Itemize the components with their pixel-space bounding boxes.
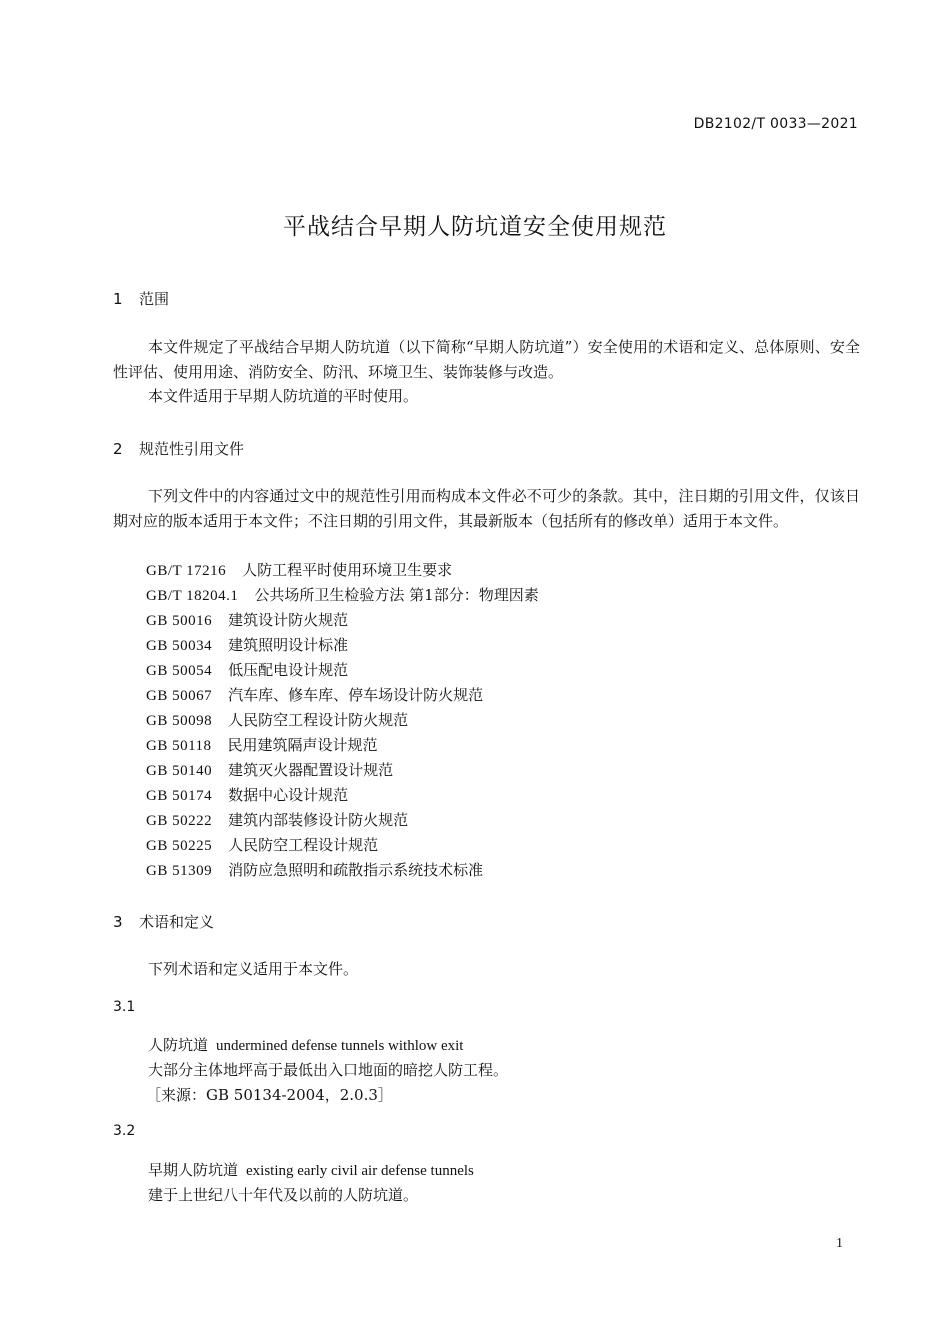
- reference-title: 建筑内部装修设计防火规范: [228, 811, 409, 829]
- reference-title: 民用建筑隔声设计规范: [227, 736, 378, 754]
- reference-code: GB 50016: [146, 613, 213, 629]
- term-definition: 建于上世纪八十年代及以前的人防坑道。: [148, 1186, 419, 1204]
- scope-paragraph-2: 本文件适用于早期人防坑道的平时使用。: [148, 387, 419, 405]
- reference-code: GB 50118: [146, 738, 212, 754]
- reference-code: GB 50034: [146, 638, 213, 654]
- reference-code: GB 50054: [146, 663, 213, 679]
- section-title: 范围: [139, 290, 170, 308]
- reference-title: 汽车库、修车库、停车场设计防火规范: [228, 686, 484, 704]
- section-number: 2: [113, 440, 123, 458]
- clause-number: 3.1: [113, 999, 136, 1015]
- reference-item: [146, 734, 378, 755]
- section-number: 3: [113, 913, 123, 931]
- reference-item: [146, 809, 408, 830]
- terms-intro: 下列术语和定义适用于本文件。: [148, 960, 359, 978]
- reference-title: 建筑照明设计标准: [228, 636, 349, 654]
- term-source: ［来源：GB 50134-2004，2.0.3］: [146, 1086, 393, 1104]
- reference-item: [146, 684, 483, 705]
- reference-code: GB 50222: [146, 813, 213, 829]
- term-entry: [148, 1034, 463, 1055]
- reference-code: GB 51309: [146, 863, 213, 879]
- reference-item: [146, 834, 378, 855]
- reference-code: GB/T 18204.1: [146, 588, 239, 604]
- reference-item: [146, 709, 408, 730]
- reference-title: 人防工程平时使用环境卫生要求: [242, 561, 453, 579]
- reference-item: [146, 759, 393, 780]
- section-heading-terms: [113, 911, 214, 932]
- reference-item: [146, 659, 348, 680]
- reference-item: [146, 584, 539, 605]
- section-heading-scope: [113, 288, 169, 309]
- reference-title: 公共场所卫生检验方法 第1部分：物理因素: [254, 586, 539, 604]
- section-title: 术语和定义: [139, 913, 215, 931]
- scope-paragraph-1: 本文件规定了平战结合早期人防坑道（以下简称“早期人防坑道”）安全使用的术语和定义、总体原则、安全性评估、使用用途、消防安全、防汛、环境卫生、装饰装修与改造。: [113, 338, 860, 381]
- term-chinese: 人防坑道: [148, 1036, 209, 1054]
- reference-code: GB 50098: [146, 713, 213, 729]
- reference-item: [146, 609, 348, 630]
- section-title: 规范性引用文件: [139, 440, 245, 458]
- reference-title: 人民防空工程设计防火规范: [228, 711, 409, 729]
- reference-code: GB 50140: [146, 763, 213, 779]
- reference-title: 人民防空工程设计规范: [228, 836, 379, 854]
- reference-item: [146, 559, 452, 580]
- reference-code: GB 50174: [146, 788, 213, 804]
- reference-code: GB/T 17216: [146, 563, 227, 579]
- reference-title: 建筑设计防火规范: [228, 611, 349, 629]
- document-number: DB2102/T 0033—2021: [693, 116, 858, 132]
- term-chinese: 早期人防坑道: [148, 1161, 239, 1179]
- reference-title: 数据中心设计规范: [228, 786, 349, 804]
- section-heading-normative-references: [113, 438, 244, 459]
- page-number: 1: [836, 1236, 843, 1251]
- document-title: 平战结合早期人防坑道安全使用规范: [283, 214, 667, 240]
- reference-code: GB 50225: [146, 838, 213, 854]
- reference-item: [146, 859, 483, 880]
- section-number: 1: [113, 290, 123, 308]
- references-intro: 下列文件中的内容通过文中的规范性引用而构成本文件必不可少的条款。其中，注日期的引用文件，仅该日期对应的版本适用于本文件；不注日期的引用文件，其最新版本（包括所有的修改单）适用于本文件。: [113, 487, 860, 530]
- term-definition: 大部分主体地坪高于最低出入口地面的暗挖人防工程。: [148, 1061, 509, 1079]
- clause-number: 3.2: [113, 1123, 136, 1139]
- reference-title: 消防应急照明和疏散指示系统技术标准: [228, 861, 484, 879]
- reference-title: 建筑灭火器配置设计规范: [228, 761, 394, 779]
- reference-item: [146, 634, 348, 655]
- term-english: undermined defense tunnels withlow exit: [216, 1038, 464, 1054]
- reference-item: [146, 784, 348, 805]
- term-entry: [148, 1159, 474, 1180]
- reference-code: GB 50067: [146, 688, 213, 704]
- term-english: existing early civil air defense tunnels: [246, 1163, 474, 1179]
- reference-title: 低压配电设计规范: [228, 661, 349, 679]
